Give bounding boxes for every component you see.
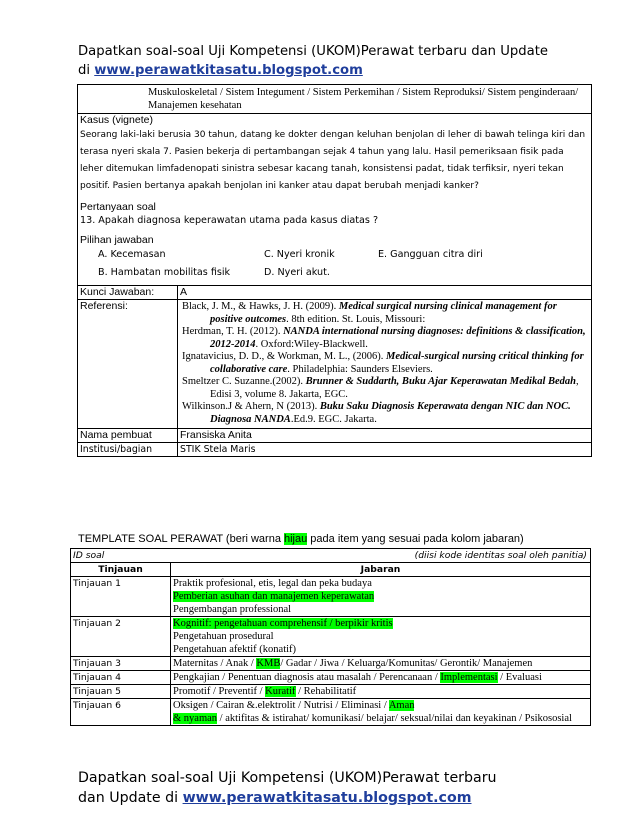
reference-entry: Black, J. M., & Hawks, J. H. (2009). Medical surgical nursing clinical management for positive outcomes. 8th edition. St. Louis, Missouri: — [182, 301, 557, 325]
tinjauan-1-label: Tinjauan 1 — [71, 577, 171, 617]
footer-promo — [78, 768, 558, 808]
id-label: ID soal — [73, 550, 105, 561]
footer-line-2 — [78, 788, 558, 808]
case-text: Seorang laki-laki berusia 30 tahun, datang ke dokter dengan keluhan benjolan di leher di bawah telinga kiri dan terasa nyeri skala 7. Pasien bekerja di pertambangan sejak 4 tahun yang lalu. Hasil pemeriksaan fisik pada leher ditemukan limfadenopati sinistra sebesar kacang tanah, konsistensi padat, tidak terfiksir, nyeri tekan positif. Pasien bertanya apakah benjolan ini kanker atau dapat berubah menjadi kanker? — [80, 130, 586, 191]
author-label: Nama pembuat — [78, 429, 178, 443]
case-label: Kasus (vignete) — [80, 114, 153, 126]
answer-label: Kunci Jawaban: — [78, 286, 178, 300]
tinjauan-5-items: Promotif / Preventif / Kuratif / Rehabilitatif — [171, 685, 591, 699]
tinjauan-6-label: Tinjauan 6 — [71, 699, 171, 726]
footer-prefix: dan Update di — [78, 790, 183, 806]
selected-item: Kuratif — [265, 686, 296, 697]
col-jabaran: Jabaran — [171, 563, 591, 577]
case-cell — [78, 114, 592, 286]
question-text: 13. Apakah diagnosa keperawatan utama pada kasus diatas ? — [80, 215, 379, 226]
tinjauan-5-label: Tinjauan 5 — [71, 685, 171, 699]
header-prefix: di — [78, 63, 95, 78]
institution-label: Institusi/bagian — [78, 443, 178, 457]
reference-entry: Herdman, T. H. (2012). NANDA international nursing diagnoses: definitions & classification, 2012-2014. Oxford:Wiley-Blackwell. — [182, 326, 586, 350]
selected-item: Pemberian asuhan dan manajemen keperawatan — [173, 591, 375, 602]
tinjauan-3-items: Maternitas / Anak / KMB/ Gadar / Jiwa / Keluarga/Komunitas/ Gerontik/ Manajemen — [171, 657, 591, 671]
options-label: Pilihan jawaban — [80, 234, 154, 246]
selected-item: Implementasi — [440, 672, 498, 683]
tinjauan-2-items: Kognitif: pengetahuan comprehensif / berpikir kritis Pengetahuan prosedural Pengetahuan afektif (konatif) — [171, 617, 591, 657]
selected-item: Aman — [388, 700, 415, 711]
references-label: Referensi: — [78, 300, 178, 429]
scope-text: Muskuloskeletal / Sistem Integument / Sistem Perkemihan / Sistem Reproduksi/ Sistem penginderaan/ Manajemen kesehatan — [148, 87, 579, 111]
tinjauan-4-label: Tinjauan 4 — [71, 671, 171, 685]
header-promo — [78, 42, 578, 80]
header-link[interactable]: www.perawatkitasatu.blogspot.com — [94, 63, 363, 78]
option-c: C. Nyeri kronik — [264, 249, 335, 260]
template-title: TEMPLATE SOAL PERAWAT (beri warna hijau pada item yang sesuai pada kolom jabaran) — [78, 533, 524, 545]
answer-options — [80, 247, 589, 283]
question-label: Pertanyaan soal — [80, 201, 156, 213]
option-d: D. Nyeri akut. — [264, 267, 330, 278]
author-value: Fransiska Anita — [178, 429, 592, 443]
id-note: (diisi kode identitas soal oleh panitia) — [414, 550, 588, 561]
reference-entry: Ignatavicius, D. D., & Workman, M. L., (2006). Medical-surgical nursing critical thinking for collaborative care. Philadelphia: Saunders Elseviers. — [182, 351, 584, 375]
selected-item: KMB — [256, 658, 281, 669]
header-line-1: Dapatkan soal-soal Uji Kompetensi (UKOM)Perawat terbaru dan Update — [78, 44, 548, 59]
tinjauan-1-items: Praktik profesional, etis, legal dan peka budaya Pemberian asuhan dan manajemen keperawatan Pengembangan professional — [171, 577, 591, 617]
tinjauan-2-label: Tinjauan 2 — [71, 617, 171, 657]
footer-line-1: Dapatkan soal-soal Uji Kompetensi (UKOM)Perawat terbaru — [78, 770, 497, 786]
id-row — [71, 549, 591, 563]
selected-item: & nyaman — [173, 713, 218, 724]
answer-value: A — [178, 286, 592, 300]
tinjauan-3-label: Tinjauan 3 — [71, 657, 171, 671]
references-list — [178, 300, 592, 429]
question-card-table — [77, 84, 592, 457]
reference-entry: Wilkinson.J & Ahern, N (2013). Buku Saku Diagnosis Keperawata dengan NIC dan NOC. Diagnosa NANDA.Ed.9. EGC. Jakarta. — [182, 401, 571, 425]
selected-item: Kognitif: pengetahuan comprehensif / berpikir kritis — [173, 618, 393, 629]
template-table — [70, 548, 591, 726]
header-line-2 — [78, 61, 578, 80]
tinjauan-6-items: Oksigen / Cairan &.elektrolit / Nutrisi / Eliminasi / Aman & nyaman / aktifitas & istirahat/ komunikasi/ belajar/ seksual/nilai dan keyakinan / Psikososial — [171, 699, 591, 726]
col-tinjauan: Tinjauan — [71, 563, 171, 577]
option-b: B. Hambatan mobilitas fisik — [98, 267, 231, 278]
reference-entry: Smeltzer C. Suzanne.(2002). Brunner & Suddarth, Buku Ajar Keperawatan Medikal Bedah, Edisi 3, volume 8. Jakarta, EGC. — [182, 376, 579, 400]
footer-link[interactable]: www.perawatkitasatu.blogspot.com — [182, 790, 472, 806]
option-e: E. Gangguan citra diri — [378, 249, 483, 260]
option-a: A. Kecemasan — [98, 249, 166, 260]
highlight-sample: hijau — [284, 533, 308, 545]
tinjauan-4-items: Pengkajian / Penentuan diagnosis atau masalah / Perencanaan / Implementasi / Evaluasi — [171, 671, 591, 685]
scope-cell — [78, 85, 592, 114]
institution-value: STIK Stela Maris — [178, 443, 592, 457]
